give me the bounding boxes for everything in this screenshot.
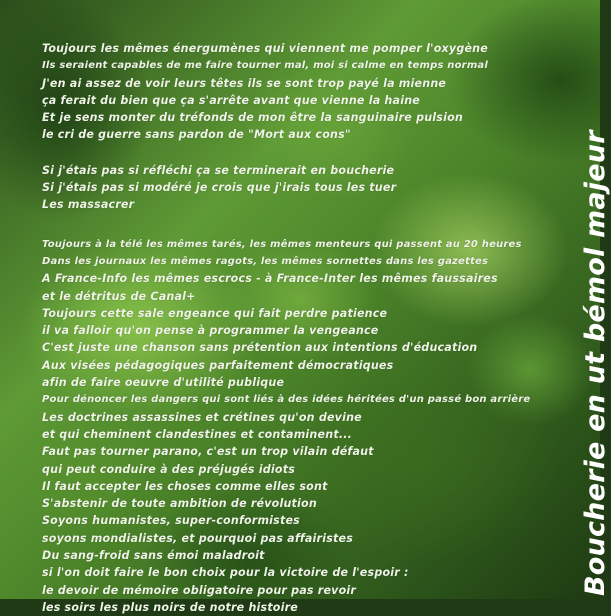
lyric-line: S'abstenir de toute ambition de révolution: [42, 497, 317, 511]
lyric-line: Et je sens monter du tréfonds de mon être la sanguinaire pulsion: [42, 111, 463, 125]
lyric-line: qui peut conduire à des préjugés idiots: [42, 462, 296, 476]
lyric-line: le devoir de mémoire obligatoire pour pas revoir: [42, 583, 357, 597]
lyric-line: si l'on doit faire le bon choix pour la victoire de l'espoir :: [42, 566, 409, 580]
lyric-line: ça ferait du bien que ça s'arrête avant que vienne la haine: [42, 93, 420, 107]
lyric-line: Les massacrer: [42, 198, 135, 212]
lyric-line: et qui cheminent clandestines et contaminent...: [42, 427, 353, 441]
lyric-line: Soyons humanistes, super-conformistes: [42, 514, 300, 528]
lyric-line: C'est juste une chanson sans prétention aux intentions d'éducation: [42, 341, 478, 355]
stanza-2: [42, 162, 562, 214]
lyric-line: soyons mondialistes, et pourquoi pas affairistes: [42, 531, 354, 545]
lyric-line: Ils seraient capables de me faire tourner mal, moi si calme en temps normal: [42, 60, 489, 72]
lyric-line: Si j'étais pas si réfléchi ça se terminerait en boucherie: [42, 163, 395, 177]
lyric-line: Toujours cette sale engeance qui fait perdre patience: [42, 306, 388, 320]
lyric-line: Si j'étais pas si modéré je crois que j'irais tous les tuer: [42, 181, 397, 195]
lyric-line: Toujours à la télé les mêmes tarés, les mêmes menteurs qui passent au 20 heures: [42, 238, 522, 250]
stanza-1: [42, 40, 562, 144]
lyric-line: Dans les journaux les mêmes ragots, les mêmes sornettes dans les gazettes: [42, 255, 489, 267]
lyric-line: afin de faire oeuvre d'utilité publique: [42, 376, 285, 390]
song-title: Boucherie en ut bémol majeur: [580, 130, 611, 596]
lyric-line: Du sang-froid sans émoi maladroit: [42, 549, 265, 563]
lyric-line: Faut pas tourner parano, c'est un trop vilain défaut: [42, 445, 374, 459]
lyric-line: Pour dénoncer les dangers qui sont liés à des idées héritées d'un passé bon arrière: [42, 394, 531, 406]
lyric-line: J'en ai assez de voir leurs têtes ils se sont trop payé la mienne: [42, 76, 447, 90]
stanza-gap: [42, 144, 562, 162]
lyric-line: A France-Info les mêmes escrocs - à France-Inter les mêmes faussaires: [42, 272, 498, 286]
lyric-line: et le détritus de Canal+: [42, 289, 196, 303]
lyric-line: Il faut accepter les choses comme elles sont: [42, 479, 328, 493]
lyric-line: Les doctrines assassines et crétines qu'on devine: [42, 410, 362, 424]
lyric-line: les soirs les plus noirs de notre histoire: [42, 600, 298, 614]
lyric-line: le cri de guerre sans pardon de "Mort aux cons": [42, 128, 351, 142]
stanza-gap: [42, 214, 562, 236]
stanza-3: [42, 236, 562, 616]
lyric-line: il va falloir qu'on pense à programmer la vengeance: [42, 324, 379, 338]
lyric-line: Toujours les mêmes énergumènes qui viennent me pomper l'oxygène: [42, 42, 488, 55]
lyric-line: Aux visées pédagogiques parfaitement démocratiques: [42, 358, 394, 372]
lyrics-block: [42, 40, 562, 616]
